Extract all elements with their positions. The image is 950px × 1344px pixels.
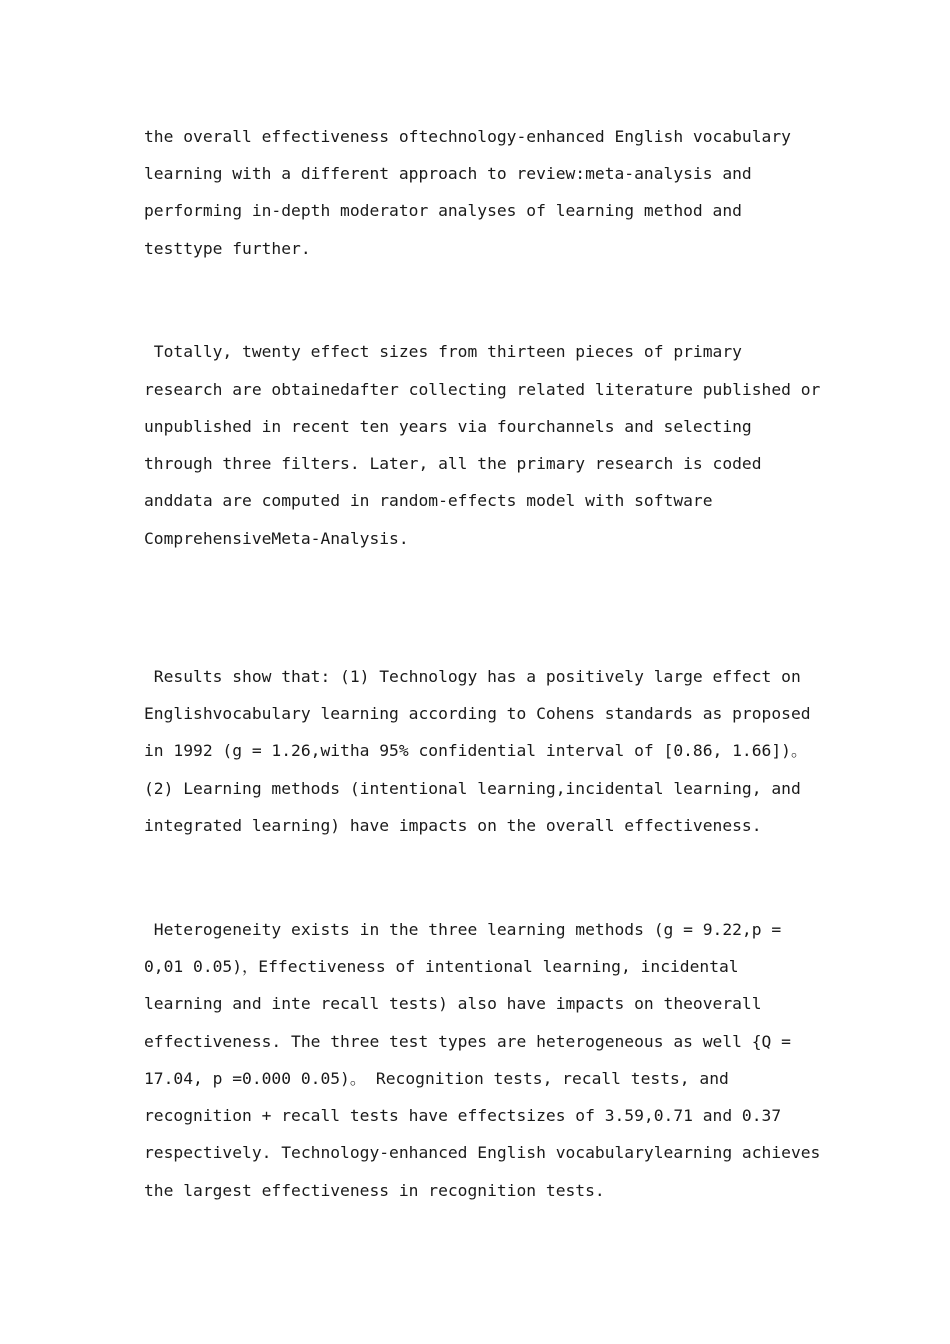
text-line: Englishvocabulary learning according to Cohens standards as proposed xyxy=(144,704,811,723)
text-line: learning and inte recall tests) also have impacts on theoverall xyxy=(144,994,762,1013)
text-line: Results show that: (1) Technology has a positively large effect on xyxy=(144,667,801,686)
text-line: Heterogeneity exists in the three learning methods (g = 9.22,p = xyxy=(144,920,782,939)
text-line: learning with a different approach to review:meta-analysis and xyxy=(144,164,752,183)
text-line: respectively. Technology-enhanced English vocabularylearning achieves xyxy=(144,1143,821,1162)
text-line: the overall effectiveness oftechnology-enhanced English vocabulary xyxy=(144,127,791,146)
text-line: performing in-depth moderator analyses of learning method and xyxy=(144,201,742,220)
text-line: the largest effectiveness in recognition tests. xyxy=(144,1181,605,1200)
text-line: recognition + recall tests have effectsizes of 3.59,0.71 and 0.37 xyxy=(144,1106,782,1125)
text-line: through three filters. Later, all the primary research is coded xyxy=(144,454,762,473)
text-line: effectiveness. The three test types are heterogeneous as well {Q = xyxy=(144,1032,791,1051)
text-line: (2) Learning methods (intentional learning,incidental learning, and xyxy=(144,779,801,798)
text-line: in 1992 (g = 1.26,witha 95% confidential interval of [0.86, 1.66])。 xyxy=(144,741,808,760)
text-line: anddata are computed in random-effects model with software xyxy=(144,491,713,510)
text-line: ComprehensiveMeta-Analysis. xyxy=(144,529,409,548)
text-line: testtype further. xyxy=(144,239,311,258)
text-line: unpublished in recent ten years via fourchannels and selecting xyxy=(144,417,752,436)
text-line: research are obtainedafter collecting related literature published or xyxy=(144,380,821,399)
text-line: 17.04, p =0.000 0.05)。 Recognition tests, recall tests, and xyxy=(144,1069,729,1088)
text-line: Totally, twenty effect sizes from thirteen pieces of primary xyxy=(144,342,742,361)
text-line: integrated learning) have impacts on the overall effectiveness. xyxy=(144,816,762,835)
text-line: 0,01 0.05)，Effectiveness of intentional learning, incidental xyxy=(144,957,739,976)
